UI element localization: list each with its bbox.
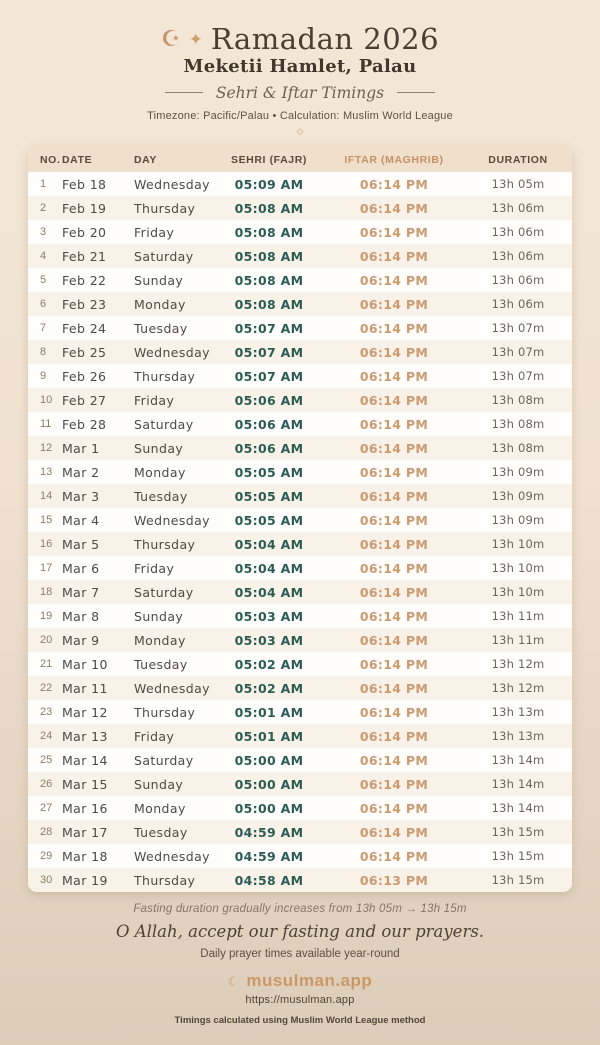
row-sehri-time: 05:08 AM xyxy=(234,296,304,312)
row-sehri-time: 04:59 AM xyxy=(234,848,304,864)
row-sehri-time: 05:07 AM xyxy=(234,344,304,360)
row-date: Mar 5 xyxy=(62,536,100,552)
row-duration: 13h 14m xyxy=(491,753,545,767)
row-sehri-time: 05:05 AM xyxy=(234,512,304,528)
row-iftar-time: 06:14 PM xyxy=(359,200,429,216)
row-number: 1 xyxy=(40,178,47,190)
row-sehri-time: 05:00 AM xyxy=(234,800,304,816)
row-date: Mar 18 xyxy=(62,848,108,864)
row-day: Friday xyxy=(134,392,175,408)
fasting-range-note: Fasting duration gradually increases from 13h 05m → 13h 15m xyxy=(133,903,467,915)
row-date: Mar 17 xyxy=(62,824,108,840)
row-date: Feb 21 xyxy=(62,248,107,264)
row-date: Feb 18 xyxy=(62,176,107,192)
row-duration: 13h 11m xyxy=(491,633,545,647)
row-number: 21 xyxy=(40,658,53,670)
title-row xyxy=(0,22,600,56)
row-number: 2 xyxy=(40,202,47,214)
row-date: Mar 15 xyxy=(62,776,108,792)
row-duration: 13h 07m xyxy=(491,369,545,383)
row-iftar-time: 06:14 PM xyxy=(359,776,429,792)
row-sehri-time: 05:06 AM xyxy=(234,392,304,408)
row-sehri-time: 05:00 AM xyxy=(234,752,304,768)
row-iftar-time: 06:14 PM xyxy=(359,536,429,552)
location-title: Meketii Hamlet, Palau xyxy=(183,56,417,77)
row-duration: 13h 14m xyxy=(491,801,545,815)
table-row xyxy=(28,268,572,292)
row-day: Monday xyxy=(134,800,186,816)
table-row xyxy=(28,436,572,460)
row-iftar-time: 06:14 PM xyxy=(359,680,429,696)
table-row xyxy=(28,604,572,628)
row-day: Saturday xyxy=(134,248,194,264)
row-sehri-time: 05:03 AM xyxy=(234,608,304,624)
row-iftar-time: 06:14 PM xyxy=(359,512,429,528)
row-sehri-time: 05:02 AM xyxy=(234,680,304,696)
diamond-ornament-icon: ◇ xyxy=(296,126,304,136)
row-sehri-time: 05:07 AM xyxy=(234,368,304,384)
row-sehri-time: 05:07 AM xyxy=(234,320,304,336)
row-number: 19 xyxy=(40,610,53,622)
row-date: Mar 16 xyxy=(62,800,108,816)
row-date: Mar 9 xyxy=(62,632,100,648)
row-date: Feb 26 xyxy=(62,368,107,384)
row-number: 9 xyxy=(40,370,47,382)
table-row xyxy=(28,340,572,364)
row-number: 29 xyxy=(40,850,53,862)
row-sehri-time: 05:00 AM xyxy=(234,776,304,792)
row-number: 10 xyxy=(40,394,53,406)
row-duration: 13h 08m xyxy=(491,393,545,407)
table-row xyxy=(28,316,572,340)
row-date: Mar 13 xyxy=(62,728,108,744)
row-number: 7 xyxy=(40,322,47,334)
row-sehri-time: 05:08 AM xyxy=(234,248,304,264)
row-duration: 13h 06m xyxy=(491,249,545,263)
row-day: Monday xyxy=(134,464,186,480)
row-number: 8 xyxy=(40,346,47,358)
header-sehri: SEHRI (FAJR) xyxy=(230,153,308,166)
table-row xyxy=(28,244,572,268)
row-sehri-time: 05:02 AM xyxy=(234,656,304,672)
row-day: Monday xyxy=(134,296,186,312)
timings-table-header xyxy=(28,147,572,172)
row-sehri-time: 05:05 AM xyxy=(234,488,304,504)
row-day: Friday xyxy=(134,224,175,240)
table-row xyxy=(28,220,572,244)
timings-table-body xyxy=(28,172,572,892)
row-duration: 13h 10m xyxy=(491,585,545,599)
row-duration: 13h 13m xyxy=(491,705,545,719)
row-duration: 13h 06m xyxy=(491,297,545,311)
row-duration: 13h 08m xyxy=(491,441,545,455)
row-date: Mar 14 xyxy=(62,752,108,768)
row-duration: 13h 06m xyxy=(491,225,545,239)
page-title: Ramadan 2026 xyxy=(210,21,440,56)
row-number: 6 xyxy=(40,298,47,310)
table-row xyxy=(28,484,572,508)
row-day: Sunday xyxy=(134,608,184,624)
row-number: 23 xyxy=(40,706,53,718)
row-date: Mar 12 xyxy=(62,704,108,720)
row-day: Wednesday xyxy=(134,512,210,528)
row-day: Thursday xyxy=(134,368,196,384)
calculation-method-note: Timings calculated using Muslim World League method xyxy=(174,1015,426,1026)
row-duration: 13h 13m xyxy=(491,729,545,743)
row-day: Friday xyxy=(134,560,175,576)
crescent-star-icon: ☪ xyxy=(160,26,181,51)
table-row xyxy=(28,796,572,820)
table-row xyxy=(28,844,572,868)
row-day: Tuesday xyxy=(134,824,188,840)
header-date: DATE xyxy=(62,153,93,166)
header-duration: DURATION xyxy=(488,153,548,166)
page-footer xyxy=(0,903,600,1026)
row-date: Mar 1 xyxy=(62,440,100,456)
row-date: Feb 23 xyxy=(62,296,107,312)
row-iftar-time: 06:14 PM xyxy=(359,416,429,432)
row-date: Mar 2 xyxy=(62,464,100,480)
row-iftar-time: 06:14 PM xyxy=(359,656,429,672)
subtitle: Sehri & Iftar Timings xyxy=(215,83,385,102)
table-row xyxy=(28,460,572,484)
row-duration: 13h 06m xyxy=(491,201,545,215)
row-duration: 13h 07m xyxy=(491,345,545,359)
row-sehri-time: 05:04 AM xyxy=(234,560,304,576)
row-iftar-time: 06:14 PM xyxy=(359,296,429,312)
row-duration: 13h 12m xyxy=(491,681,545,695)
table-row xyxy=(28,724,572,748)
row-number: 13 xyxy=(40,466,53,478)
header-day: DAY xyxy=(134,153,158,166)
row-day: Saturday xyxy=(134,584,194,600)
table-row xyxy=(28,748,572,772)
row-date: Feb 27 xyxy=(62,392,107,408)
row-iftar-time: 06:14 PM xyxy=(359,752,429,768)
table-row xyxy=(28,412,572,436)
row-iftar-time: 06:14 PM xyxy=(359,632,429,648)
row-iftar-time: 06:14 PM xyxy=(359,560,429,576)
row-date: Mar 4 xyxy=(62,512,100,528)
row-day: Thursday xyxy=(134,200,196,216)
row-number: 18 xyxy=(40,586,53,598)
row-iftar-time: 06:14 PM xyxy=(359,368,429,384)
table-row xyxy=(28,652,572,676)
row-duration: 13h 15m xyxy=(491,873,545,887)
row-duration: 13h 14m xyxy=(491,777,545,791)
row-date: Feb 19 xyxy=(62,200,107,216)
row-iftar-time: 06:14 PM xyxy=(359,824,429,840)
subtitle-divider xyxy=(0,84,600,101)
row-sehri-time: 05:08 AM xyxy=(234,224,304,240)
row-number: 15 xyxy=(40,514,53,526)
sparkle-icon: ✦ xyxy=(188,29,203,49)
row-number: 24 xyxy=(40,730,53,742)
row-duration: 13h 09m xyxy=(491,465,545,479)
table-row xyxy=(28,388,572,412)
divider-line-left xyxy=(165,92,203,93)
dua-text: O Allah, accept our fasting and our prayers. xyxy=(115,922,485,941)
row-sehri-time: 05:04 AM xyxy=(234,536,304,552)
timings-table-card xyxy=(28,147,572,892)
row-day: Wednesday xyxy=(134,848,210,864)
row-duration: 13h 05m xyxy=(491,177,545,191)
row-date: Feb 22 xyxy=(62,272,107,288)
row-day: Saturday xyxy=(134,752,194,768)
row-date: Mar 10 xyxy=(62,656,108,672)
row-number: 3 xyxy=(40,226,47,238)
row-iftar-time: 06:14 PM xyxy=(359,440,429,456)
row-sehri-time: 05:01 AM xyxy=(234,728,304,744)
row-iftar-time: 06:14 PM xyxy=(359,848,429,864)
page-header xyxy=(0,0,600,137)
table-row xyxy=(28,868,572,892)
row-iftar-time: 06:14 PM xyxy=(359,176,429,192)
row-iftar-time: 06:14 PM xyxy=(359,320,429,336)
timezone-calculation-meta: Timezone: Pacific/Palau • Calculation: Muslim World League xyxy=(147,110,453,122)
row-iftar-time: 06:14 PM xyxy=(359,224,429,240)
row-iftar-time: 06:14 PM xyxy=(359,704,429,720)
row-number: 14 xyxy=(40,490,53,502)
row-duration: 13h 09m xyxy=(491,513,545,527)
row-sehri-time: 05:06 AM xyxy=(234,440,304,456)
brand-url: https://musulman.app xyxy=(245,994,355,1006)
row-duration: 13h 08m xyxy=(491,417,545,431)
row-iftar-time: 06:14 PM xyxy=(359,392,429,408)
table-row xyxy=(28,700,572,724)
table-row xyxy=(28,820,572,844)
row-day: Tuesday xyxy=(134,656,188,672)
row-date: Feb 20 xyxy=(62,224,107,240)
row-sehri-time: 05:09 AM xyxy=(234,176,304,192)
row-duration: 13h 10m xyxy=(491,537,545,551)
header-iftar: IFTAR (MAGHRIB) xyxy=(344,153,444,166)
row-day: Monday xyxy=(134,632,186,648)
row-number: 20 xyxy=(40,634,53,646)
row-number: 4 xyxy=(40,250,47,262)
row-sehri-time: 05:03 AM xyxy=(234,632,304,648)
table-row xyxy=(28,532,572,556)
row-iftar-time: 06:14 PM xyxy=(359,584,429,600)
crescent-icon: ☾ xyxy=(227,973,240,989)
row-iftar-time: 06:14 PM xyxy=(359,608,429,624)
table-row xyxy=(28,676,572,700)
row-sehri-time: 05:01 AM xyxy=(234,704,304,720)
header-no: NO. xyxy=(40,153,61,166)
table-row xyxy=(28,628,572,652)
row-date: Mar 3 xyxy=(62,488,100,504)
table-row xyxy=(28,364,572,388)
table-row xyxy=(28,292,572,316)
row-iftar-time: 06:13 PM xyxy=(359,872,429,888)
row-day: Sunday xyxy=(134,440,184,456)
row-iftar-time: 06:14 PM xyxy=(359,800,429,816)
row-number: 12 xyxy=(40,442,53,454)
brand-row xyxy=(0,971,600,991)
availability-note: Daily prayer times available year-round xyxy=(200,948,400,960)
row-duration: 13h 15m xyxy=(491,849,545,863)
row-day: Thursday xyxy=(134,704,196,720)
row-date: Mar 11 xyxy=(62,680,108,696)
row-day: Tuesday xyxy=(134,488,188,504)
table-row xyxy=(28,556,572,580)
row-duration: 13h 09m xyxy=(491,489,545,503)
row-iftar-time: 06:14 PM xyxy=(359,728,429,744)
row-date: Mar 6 xyxy=(62,560,100,576)
row-sehri-time: 04:58 AM xyxy=(234,872,304,888)
row-iftar-time: 06:14 PM xyxy=(359,344,429,360)
row-number: 27 xyxy=(40,802,53,814)
row-date: Mar 7 xyxy=(62,584,100,600)
row-iftar-time: 06:14 PM xyxy=(359,464,429,480)
brand-name: musulman.app xyxy=(246,971,373,990)
row-iftar-time: 06:14 PM xyxy=(359,248,429,264)
row-number: 11 xyxy=(40,418,52,430)
table-row xyxy=(28,172,572,196)
row-number: 28 xyxy=(40,826,53,838)
row-sehri-time: 04:59 AM xyxy=(234,824,304,840)
row-day: Wednesday xyxy=(134,344,210,360)
row-date: Feb 24 xyxy=(62,320,107,336)
row-duration: 13h 10m xyxy=(491,561,545,575)
row-day: Wednesday xyxy=(134,680,210,696)
row-date: Mar 8 xyxy=(62,608,100,624)
row-duration: 13h 07m xyxy=(491,321,545,335)
row-day: Saturday xyxy=(134,416,194,432)
row-number: 5 xyxy=(40,274,47,286)
table-row xyxy=(28,772,572,796)
row-number: 25 xyxy=(40,754,53,766)
row-sehri-time: 05:05 AM xyxy=(234,464,304,480)
row-day: Sunday xyxy=(134,272,184,288)
table-row xyxy=(28,508,572,532)
row-duration: 13h 15m xyxy=(491,825,545,839)
row-day: Thursday xyxy=(134,872,196,888)
table-row xyxy=(28,580,572,604)
row-day: Thursday xyxy=(134,536,196,552)
row-number: 30 xyxy=(40,874,53,886)
row-iftar-time: 06:14 PM xyxy=(359,488,429,504)
row-sehri-time: 05:08 AM xyxy=(234,272,304,288)
row-number: 26 xyxy=(40,778,53,790)
row-date: Feb 25 xyxy=(62,344,107,360)
row-duration: 13h 06m xyxy=(491,273,545,287)
row-day: Tuesday xyxy=(134,320,188,336)
row-sehri-time: 05:06 AM xyxy=(234,416,304,432)
row-iftar-time: 06:14 PM xyxy=(359,272,429,288)
row-number: 16 xyxy=(40,538,53,550)
table-row xyxy=(28,196,572,220)
row-duration: 13h 11m xyxy=(491,609,545,623)
row-duration: 13h 12m xyxy=(491,657,545,671)
divider-line-right xyxy=(397,92,435,93)
row-day: Wednesday xyxy=(134,176,210,192)
row-day: Friday xyxy=(134,728,175,744)
row-date: Feb 28 xyxy=(62,416,107,432)
row-day: Sunday xyxy=(134,776,184,792)
row-sehri-time: 05:08 AM xyxy=(234,200,304,216)
row-number: 17 xyxy=(40,562,53,574)
row-number: 22 xyxy=(40,682,53,694)
row-sehri-time: 05:04 AM xyxy=(234,584,304,600)
row-date: Mar 19 xyxy=(62,872,108,888)
